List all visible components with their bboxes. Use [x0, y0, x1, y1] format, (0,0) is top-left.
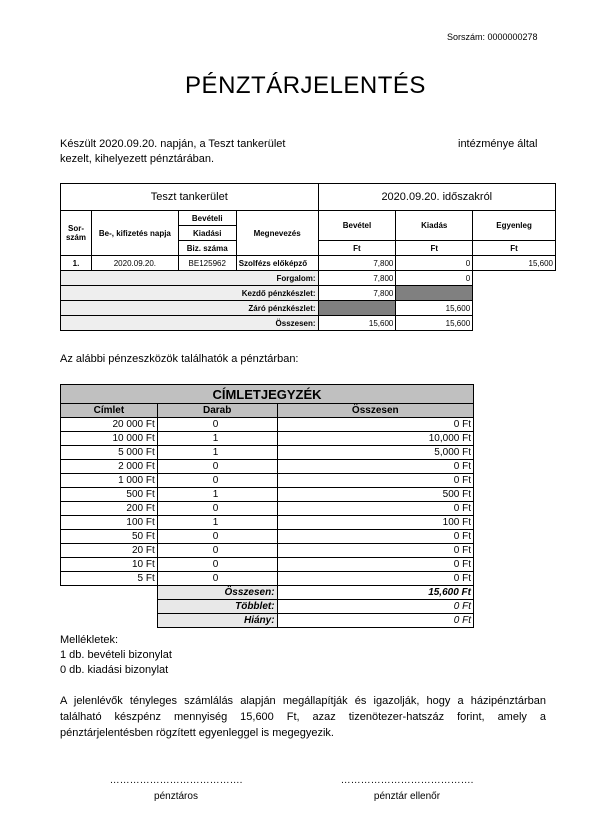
- forgalom-kiadas: 0: [396, 271, 473, 286]
- denom-count: 1: [157, 432, 277, 446]
- denom-value: 5 000 Ft: [61, 446, 158, 460]
- denom-total: 500 Ft: [277, 488, 473, 502]
- zaro-kiadas: 15,600: [396, 301, 473, 316]
- denom-value: 100 Ft: [61, 516, 158, 530]
- col-osszesen: Összesen: [277, 404, 473, 418]
- table-row: [61, 474, 474, 488]
- cash-note: Az alábbi pénzeszközök találhatók a pénztárban:: [60, 353, 299, 365]
- table-row: [61, 530, 474, 544]
- intro-line-1-right: intézménye által: [458, 138, 538, 150]
- auditor-label: pénztár ellenőr: [373, 791, 441, 802]
- attachment-expense: 0 db. kiadási bizonylat: [60, 664, 169, 676]
- denom-total: 0 Ft: [277, 558, 473, 572]
- denom-count: 0: [157, 558, 277, 572]
- row-num: 1.: [61, 256, 92, 271]
- table-row: [61, 488, 474, 502]
- denom-total: 0 Ft: [277, 572, 473, 586]
- col-expense-doc: Kiadási: [178, 226, 236, 241]
- denom-count: 0: [157, 530, 277, 544]
- total-label: Összesen:: [157, 586, 277, 600]
- denom-total: 100 Ft: [277, 516, 473, 530]
- denom-total: 5,000 Ft: [277, 446, 473, 460]
- table-row: [61, 502, 474, 516]
- col-cimlet: Címlet: [61, 404, 158, 418]
- auditor-signature-line: ………………………………….: [340, 775, 474, 786]
- denom-total: 10,000 Ft: [277, 432, 473, 446]
- row-desc: Szolfézs előképző: [236, 256, 318, 271]
- hiany-value: 0 Ft: [277, 614, 473, 628]
- denom-value: 20 000 Ft: [61, 418, 158, 432]
- denom-count: 0: [157, 460, 277, 474]
- col-darab: Darab: [157, 404, 277, 418]
- total-value: 15,600 Ft: [277, 586, 473, 600]
- unit-kiadas: Ft: [396, 241, 473, 256]
- forgalom-label: Forgalom:: [61, 271, 319, 286]
- hiany-label: Hiány:: [157, 614, 277, 628]
- attachments-heading: Mellékletek:: [60, 634, 119, 646]
- table-row: [61, 418, 474, 432]
- period-label: 2020.09.20. időszakról: [318, 184, 555, 211]
- denom-total: 0 Ft: [277, 530, 473, 544]
- table-row: [61, 516, 474, 530]
- denom-value: 50 Ft: [61, 530, 158, 544]
- osszesen-label: Összesen:: [61, 316, 319, 331]
- denom-count: 0: [157, 572, 277, 586]
- denom-total: 0 Ft: [277, 460, 473, 474]
- table-row: [61, 572, 474, 586]
- org-name: Teszt tankerület: [61, 184, 319, 211]
- gray-cell: [396, 286, 473, 301]
- tobblet-label: Többlet:: [157, 600, 277, 614]
- denom-count: 1: [157, 488, 277, 502]
- denom-value: 1 000 Ft: [61, 474, 158, 488]
- page-title: PÉNZTÁRJELENTÉS: [185, 72, 426, 99]
- denom-value: 20 Ft: [61, 544, 158, 558]
- denom-total: 0 Ft: [277, 544, 473, 558]
- denom-total: 0 Ft: [277, 418, 473, 432]
- row-date: 2020.09.20.: [91, 256, 178, 271]
- denomination-title: CÍMLETJEGYZÉK: [61, 385, 474, 404]
- report-table: [60, 183, 556, 331]
- table-row: [61, 256, 556, 271]
- denom-value: 500 Ft: [61, 488, 158, 502]
- denom-value: 5 Ft: [61, 572, 158, 586]
- denom-value: 200 Ft: [61, 502, 158, 516]
- denom-total: 0 Ft: [277, 502, 473, 516]
- kezdo-label: Kezdő pénzkészlet:: [61, 286, 319, 301]
- denom-value: 10 000 Ft: [61, 432, 158, 446]
- osszesen-bevetel: 15,600: [318, 316, 396, 331]
- col-egyenleg: Egyenleg: [473, 211, 556, 241]
- denom-count: 0: [157, 544, 277, 558]
- unit-bevetel: Ft: [318, 241, 396, 256]
- intro-line-2: kezelt, kihelyezett pénztárában.: [60, 153, 215, 165]
- col-sorszam: Sor- szám: [61, 211, 92, 256]
- cashier-signature-line: ………………………………….: [109, 775, 243, 786]
- row-bevetel: 7,800: [318, 256, 396, 271]
- unit-egyenleg: Ft: [473, 241, 556, 256]
- table-row: [61, 460, 474, 474]
- serial-number: Sorszám: 0000000278: [447, 32, 538, 42]
- zaro-label: Záró pénzkészlet:: [61, 301, 319, 316]
- statement-text: A jelenlévők tényleges számlálás alapján megállapítják és igazolják, hogy a házipénztárban található készpénz mennyiség 15,600 Ft, azaz tizenötezer-hatszáz forint, amely a pénztárjelentésben rögzített egyenleggel is megegyezik.: [60, 695, 546, 739]
- tobblet-value: 0 Ft: [277, 600, 473, 614]
- col-kiadas: Kiadás: [396, 211, 473, 241]
- row-kiadas: 0: [396, 256, 473, 271]
- intro-line-1: Készült 2020.09.20. napján, a Teszt tankerület: [60, 138, 286, 150]
- osszesen-kiadas: 15,600: [396, 316, 473, 331]
- table-row: [61, 558, 474, 572]
- denom-count: 0: [157, 502, 277, 516]
- denom-count: 1: [157, 446, 277, 460]
- col-date: Be-, kifizetés napja: [91, 211, 178, 256]
- denom-count: 0: [157, 418, 277, 432]
- row-egyenleg: 15,600: [473, 256, 556, 271]
- col-desc: Megnevezés: [236, 211, 318, 256]
- table-row: [61, 544, 474, 558]
- cashier-label: pénztáros: [154, 791, 198, 802]
- col-bevetel: Bevétel: [318, 211, 396, 241]
- forgalom-bevetel: 7,800: [318, 271, 396, 286]
- denom-count: 1: [157, 516, 277, 530]
- denom-total: 0 Ft: [277, 474, 473, 488]
- denom-value: 2 000 Ft: [61, 460, 158, 474]
- table-row: [61, 432, 474, 446]
- table-row: [61, 446, 474, 460]
- denom-count: 0: [157, 474, 277, 488]
- gray-cell: [318, 301, 396, 316]
- denomination-table: [60, 384, 474, 628]
- col-doc-no: Biz. száma: [178, 241, 236, 256]
- attachment-income: 1 db. bevételi bizonylat: [60, 649, 172, 661]
- denom-value: 10 Ft: [61, 558, 158, 572]
- kezdo-bevetel: 7,800: [318, 286, 396, 301]
- row-doc: BE125962: [178, 256, 236, 271]
- col-income-doc: Bevételi: [178, 211, 236, 226]
